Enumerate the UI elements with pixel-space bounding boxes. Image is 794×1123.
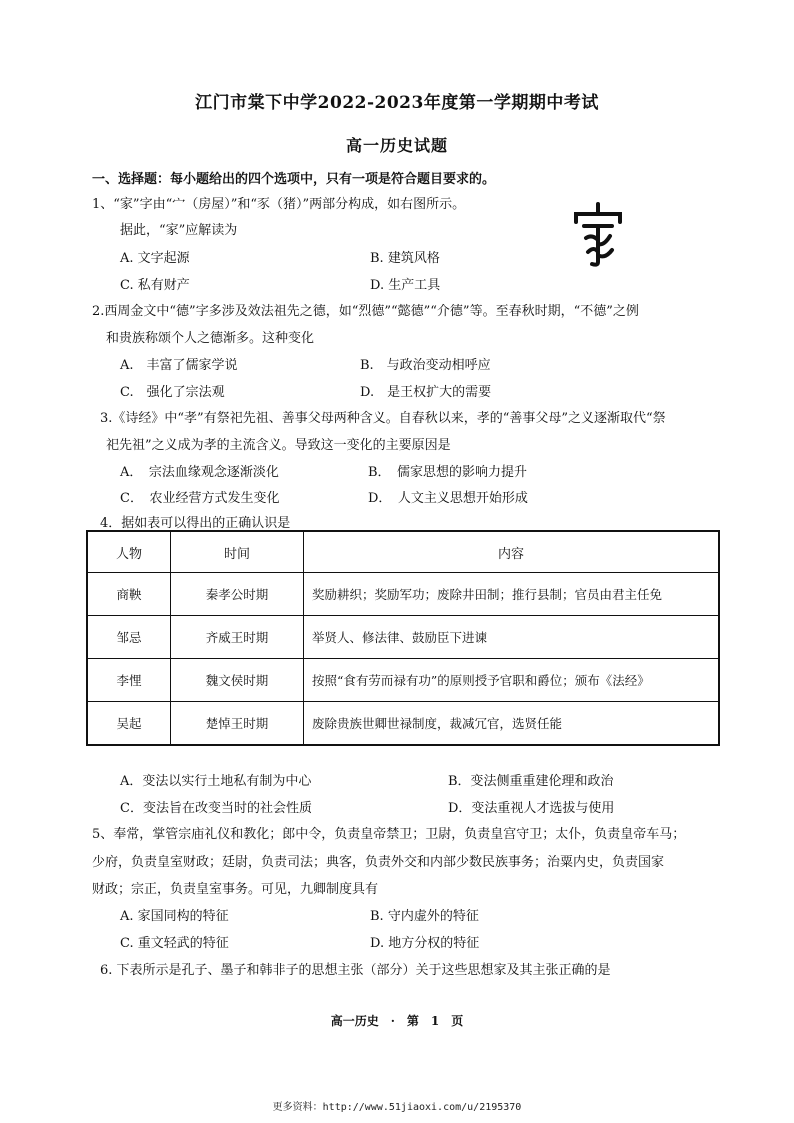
q3-stem-line2: 祀先祖”之义成为孝的主流含义。导致这一变化的主要原因是 [106,438,451,453]
source-link[interactable]: 更多资料：http://www.51jiaoxi.com/u/2195370 [272,1102,522,1113]
table-cell-content: 废除贵族世卿世禄制度，裁减冗官，选贤任能 [304,702,720,746]
section-heading: 一、选择题：每小题给出的四个选项中，只有一项是符合题目要求的。 [92,172,496,187]
q4-option-a: A．变法以实行土地私有制为中心 [120,774,312,789]
table-cell-content: 奖励耕织；奖励军功；废除井田制；推行县制；官员由君主任免 [304,573,720,616]
table-cell-period: 楚悼王时期 [171,702,304,746]
table-header-row [87,531,719,573]
table-row [87,702,719,746]
q1-stem-line2: 据此，“家”应解读为 [120,223,238,238]
table-cell-content: 按照“食有劳而禄有功”的原则授予官职和爵位；颁布《法经》 [304,659,720,702]
q2-stem-line1: 2.西周金文中“德”字多涉及效法祖先之德，如“烈德”“懿德”“介德”等。至春秋时期，“不德”之例 [92,304,639,319]
q5-option-c: C. 重文轻武的特征 [120,936,229,951]
q2-option-c: C. 强化了宗法观 [120,385,225,400]
seal-script-jia-glyph [568,200,628,270]
table-cell-content: 举贤人、修法律、鼓励臣下进谏 [304,616,720,659]
page-title: 江门市棠下中学2022-2023年度第一学期期中考试 [195,93,599,113]
page-footer: 高一历史 · 第 1 页 [330,1014,464,1028]
table-cell-period: 齐威王时期 [171,616,304,659]
table-cell-person: 李悝 [87,659,171,702]
q6-stem: 6. 下表所示是孔子、墨子和韩非子的思想主张（部分）关于这些思想家及其主张正确的是 [100,963,611,978]
q5-option-a: A. 家国同构的特征 [120,909,229,924]
table-cell-person: 邹忌 [87,616,171,659]
q4-option-d: D．变法重视人才选拔与使用 [448,801,615,816]
q5-stem-line2: 少府，负责皇室财政；廷尉，负责司法；典客，负责外交和内部少数民族事务；治粟内史，负责国家 [92,855,665,870]
q4-option-c: C．变法旨在改变当时的社会性质 [120,801,312,816]
q1-option-a: A. 文字起源 [120,251,190,266]
q5-option-b: B. 守内虚外的特征 [370,909,479,924]
q2-option-d: D. 是王权扩大的需要 [360,385,492,400]
table-row [87,573,719,616]
table-cell-person: 商鞅 [87,573,171,616]
table-header-period: 时间 [171,531,304,573]
q5-option-d: D. 地方分权的特征 [370,936,480,951]
q1-option-b: B. 建筑风格 [370,251,440,266]
table-header-person: 人物 [87,531,171,573]
q5-stem-line1: 5、奉常，掌管宗庙礼仪和教化；郎中令，负责皇帝禁卫；卫尉，负责皇宫守卫；太仆，负责皇帝车马； [92,827,686,842]
q1-stem-line1: 1、“家”字由“宀（房屋）”和“豕（猪）”两部分构成，如右图所示。 [92,197,466,212]
table-row [87,616,719,659]
q3-option-d: D． 人文主义思想开始形成 [368,491,528,506]
q1-option-c: C. 私有财产 [120,278,190,293]
reform-table [86,530,720,746]
table-cell-period: 魏文侯时期 [171,659,304,702]
q5-stem-line3: 财政；宗正，负责皇室事务。可见，九卿制度具有 [92,882,379,897]
q3-option-c: C． 农业经营方式发生变化 [120,491,280,506]
q2-option-b: B. 与政治变动相呼应 [360,358,491,373]
page-subtitle: 高一历史试题 [345,136,448,155]
q3-stem-line1: 3.《诗经》中“孝”有祭祀先祖、善事父母两种含义。自春秋以来，孝的“善事父母”之义逐渐取代“祭 [100,411,666,426]
q4-stem: 4．据如表可以得出的正确认识是 [100,516,291,531]
q1-option-d: D. 生产工具 [370,278,441,293]
q2-stem-line2: 和贵族称颂个人之德渐多。这种变化 [106,331,315,346]
table-cell-period: 秦孝公时期 [171,573,304,616]
q4-option-b: B．变法侧重重建伦理和政治 [448,774,614,789]
table-cell-person: 吴起 [87,702,171,746]
q3-option-a: A． 宗法血缘观念逐渐淡化 [120,465,279,480]
table-row [87,659,719,702]
table-header-content: 内容 [304,531,720,573]
q3-option-b: B． 儒家思想的影响力提升 [368,465,528,480]
q2-option-a: A. 丰富了儒家学说 [120,358,238,373]
